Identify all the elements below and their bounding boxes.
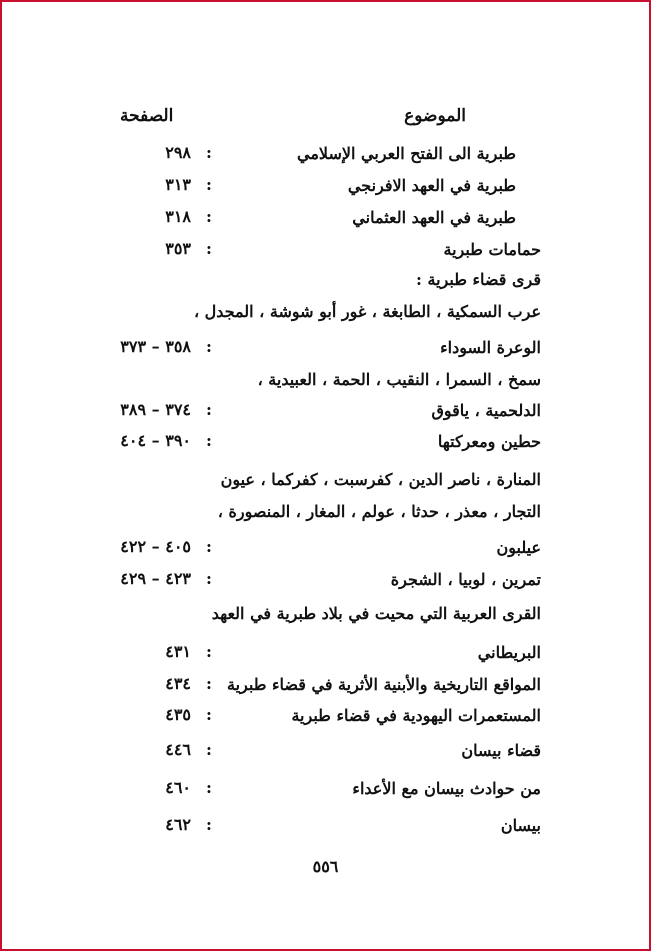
toc-page-number: ٤٣٤	[165, 674, 191, 693]
toc-page-number: ٤٠٥ – ٤٢٢	[120, 537, 191, 556]
toc-page-number: ٤٤٦	[165, 740, 191, 759]
toc-page-number: ٣١٣	[165, 175, 191, 194]
toc-row	[0, 428, 651, 458]
page-number-footer: ٥٥٦	[312, 857, 339, 876]
toc-topic: بيسان	[500, 816, 541, 835]
toc-topic: من حوادث بيسان مع الأعداء	[352, 779, 541, 798]
toc-colon: :	[206, 778, 212, 797]
toc-colon: :	[206, 143, 212, 162]
toc-topic: المستعمرات اليهودية في قضاء طبرية	[291, 706, 541, 725]
toc-colon: :	[206, 239, 212, 258]
toc-colon: :	[206, 337, 212, 356]
toc-colon: :	[206, 740, 212, 759]
toc-topic: طبرية الى الفتح العربي الإسلامي	[296, 144, 516, 163]
toc-page-number: ٣١٨	[165, 207, 191, 226]
toc-page-number: ٤٣١	[165, 642, 191, 661]
toc-topic: عرب السمكية ، الطابغة ، غور أبو شوشة ، المجدل ،	[193, 302, 541, 321]
toc-row	[0, 671, 651, 701]
toc-colon: :	[206, 705, 212, 724]
toc-row	[0, 566, 651, 596]
toc-colon: :	[206, 642, 212, 661]
toc-row	[0, 334, 651, 364]
toc-page-number: ٤٢٣ – ٤٢٩	[120, 569, 191, 588]
toc-colon: :	[206, 674, 212, 693]
toc-page-number: ٣٩٠ – ٤٠٤	[120, 431, 191, 450]
toc-topic: طبرية في العهد العثماني	[352, 208, 516, 227]
toc-colon: :	[206, 175, 212, 194]
toc-page-number: ٣٥٣	[165, 239, 191, 258]
toc-section-heading: قرى قضاء طبرية :	[416, 270, 541, 289]
toc-topic: الدلحمية ، ياقوق	[431, 401, 541, 420]
topic-column-header: الموضوع	[404, 106, 466, 126]
toc-topic: سمخ ، السمرا ، النقيب ، الحمة ، العبيدية ،	[257, 370, 541, 389]
toc-colon: :	[206, 431, 212, 450]
toc-colon: :	[206, 400, 212, 419]
toc-row	[0, 534, 651, 564]
page-column-header: الصفحة	[120, 106, 174, 126]
toc-colon: :	[206, 207, 212, 226]
toc-page-number: ٣٧٤ – ٣٨٩	[120, 400, 191, 419]
toc-row	[0, 600, 651, 630]
toc-row	[0, 775, 651, 805]
toc-row	[0, 172, 651, 202]
toc-colon: :	[206, 569, 212, 588]
toc-row	[0, 639, 651, 669]
toc-row	[0, 737, 651, 767]
toc-page-number: ٤٦٠	[165, 778, 191, 797]
toc-topic: البريطاني	[477, 643, 541, 662]
toc-page-number: ٢٩٨	[165, 143, 191, 162]
toc-row	[0, 397, 651, 427]
toc-row	[0, 812, 651, 842]
toc-row	[0, 366, 651, 396]
toc-row	[0, 498, 651, 528]
toc-topic: طبرية في العهد الافرنجي	[347, 176, 516, 195]
toc-row	[0, 236, 651, 266]
toc-topic: المنارة ، ناصر الدين ، كفرسبت ، كفركما ، عيون	[220, 470, 541, 489]
toc-topic: التجار ، معذر ، حدثا ، عولم ، المغار ، المنصورة ،	[217, 502, 541, 521]
toc-topic: قضاء بيسان	[461, 741, 541, 760]
toc-topic: الوعرة السوداء	[440, 338, 541, 357]
toc-row	[0, 466, 651, 496]
toc-row	[0, 702, 651, 732]
toc-topic: عيلبون	[496, 538, 541, 557]
toc-topic: المواقع التاريخية والأبنية الأثرية في قضاء طبرية	[227, 675, 541, 694]
toc-topic: حمامات طبرية	[443, 240, 541, 259]
toc-colon: :	[206, 537, 212, 556]
toc-page-number: ٣٥٨ – ٣٧٣	[120, 337, 191, 356]
toc-row	[0, 204, 651, 234]
toc-row	[0, 266, 651, 296]
toc-topic: حطين ومعركتها	[437, 432, 541, 451]
toc-topic: القرى العربية التي محيت في بلاد طبرية في العهد	[211, 604, 541, 623]
toc-topic: تمرين ، لوبيا ، الشجرة	[390, 570, 541, 589]
toc-row	[0, 140, 651, 170]
toc-page-number: ٤٦٢	[165, 815, 191, 834]
toc-page-number: ٤٣٥	[165, 705, 191, 724]
toc-row	[0, 298, 651, 328]
toc-colon: :	[206, 815, 212, 834]
